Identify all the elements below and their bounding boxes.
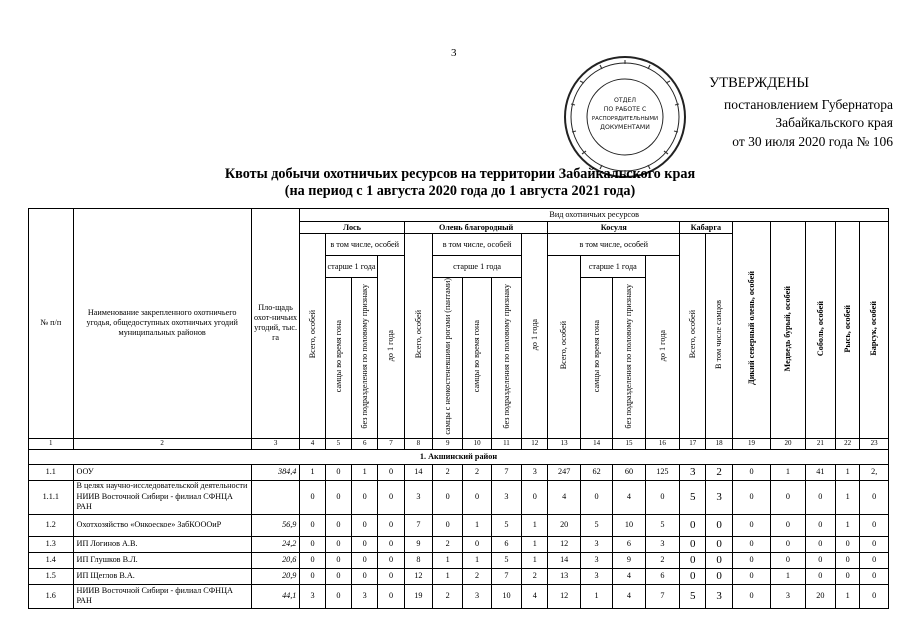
row-number: 1.5 <box>29 568 74 584</box>
quota-cell: 0 <box>805 552 835 568</box>
header-num: № п/п <box>29 209 74 439</box>
quota-cell: 6 <box>613 536 645 552</box>
quota-cell: 2 <box>433 536 463 552</box>
quota-cell: 0 <box>680 514 706 536</box>
quota-cell: 4 <box>613 480 645 514</box>
header-brown-bear: Медведь бурый, особей <box>783 285 793 372</box>
area-value <box>251 480 300 514</box>
stamp-line-2: ПО РАБОТЕ С <box>603 106 647 113</box>
quota-cell: 0 <box>706 552 732 568</box>
quota-cell: 0 <box>706 568 732 584</box>
quota-cell: 5 <box>491 514 521 536</box>
quota-cell: 4 <box>613 584 645 608</box>
quota-cell: 6 <box>645 568 679 584</box>
quota-cell: 0 <box>352 480 378 514</box>
header-elk-males-rut: самцы во время гона <box>333 320 343 393</box>
quota-cell: 0 <box>706 536 732 552</box>
quota-cell: 0 <box>378 552 404 568</box>
hunting-ground-name: ООУ <box>73 464 251 480</box>
header-roe-deer-total: Всего, особей <box>559 321 569 370</box>
quota-cell: 0 <box>836 568 860 584</box>
header-roe-deer-no-sex: без подразделения по половому признаку <box>624 284 634 429</box>
hunting-ground-name: Охотхозяйство «Онкоеское» ЗабКОООиР <box>73 514 251 536</box>
header-elk: Лось <box>300 222 404 234</box>
quota-cell: 5 <box>680 584 706 608</box>
quota-cell: 1 <box>522 514 548 536</box>
hunting-ground-name: ИП Логинов А.В. <box>73 536 251 552</box>
district-row <box>29 449 889 464</box>
header-red-deer-no-sex: без подразделения по половому признаку <box>501 284 511 429</box>
header-elk-older: старше 1 года <box>325 256 378 278</box>
quota-cell: 1 <box>771 568 805 584</box>
header-red-deer-males-rut: самцы во время гона <box>472 320 482 393</box>
quota-cell: 3 <box>580 552 612 568</box>
quota-cell: 2 <box>433 464 463 480</box>
hunting-ground-name: НИИВ Восточной Сибири - филиал СФНЦА РАН <box>73 584 251 608</box>
approval-line-2: Забайкальского края <box>775 115 893 130</box>
header-roe-deer: Косуля <box>548 222 680 234</box>
quota-cell: 0 <box>352 514 378 536</box>
header-roe-deer-older: старше 1 года <box>580 256 645 278</box>
quota-cell: 1 <box>352 464 378 480</box>
header-musk-deer: Кабарга <box>680 222 733 234</box>
quota-cell: 1 <box>580 584 612 608</box>
quota-cell: 0 <box>300 514 325 536</box>
quota-cell: 0 <box>771 480 805 514</box>
quota-cell: 14 <box>404 464 432 480</box>
header-musk-deer-males: В том числе самцов <box>714 299 724 369</box>
header-roe-deer-incl: в том числе, особей <box>548 234 680 256</box>
quota-cell: 8 <box>404 552 432 568</box>
stamp-line-3: РАСПОРЯДИТЕЛЬНЫМИ <box>591 116 659 122</box>
quota-cell: 0 <box>352 536 378 552</box>
column-number: 18 <box>706 438 732 449</box>
quota-cell: 1 <box>836 464 860 480</box>
quota-cell: 0 <box>732 568 770 584</box>
quota-cell: 3 <box>522 464 548 480</box>
quota-cell: 0 <box>300 552 325 568</box>
column-number: 21 <box>805 438 835 449</box>
quota-cell: 1 <box>836 480 860 514</box>
column-number: 13 <box>548 438 580 449</box>
column-number: 16 <box>645 438 679 449</box>
column-number: 1 <box>29 438 74 449</box>
approval-block <box>653 74 893 151</box>
area-value: 384,4 <box>251 464 300 480</box>
quota-cell: 0 <box>706 514 732 536</box>
quota-cell: 1 <box>522 552 548 568</box>
header-name: Наименование закрепленного охотничьего угодья, общедоступных охотничьих угодий муниципальных районов <box>73 209 251 439</box>
header-roe-deer-males-rut: самцы во время гона <box>591 320 601 393</box>
quota-cell: 2 <box>522 568 548 584</box>
quota-cell: 0 <box>325 552 351 568</box>
quota-cell: 0 <box>325 568 351 584</box>
quota-cell: 0 <box>300 480 325 514</box>
quota-cell: 7 <box>491 464 521 480</box>
quota-cell: 0 <box>805 514 835 536</box>
quota-cell: 0 <box>378 568 404 584</box>
quota-cell: 0 <box>680 536 706 552</box>
quota-cell: 0 <box>805 480 835 514</box>
quota-cell: 2 <box>706 464 732 480</box>
column-number: 3 <box>251 438 300 449</box>
quota-cell: 0 <box>805 536 835 552</box>
column-number: 19 <box>732 438 770 449</box>
header-musk-deer-total: Всего, особей <box>688 310 697 359</box>
header-red-deer-incl: в том числе, особей <box>433 234 522 256</box>
row-number: 1.3 <box>29 536 74 552</box>
column-number: 23 <box>860 438 889 449</box>
column-number: 20 <box>771 438 805 449</box>
quota-cell: 7 <box>645 584 679 608</box>
quota-cell: 9 <box>613 552 645 568</box>
header-resource-types: Вид охотничьих ресурсов <box>300 209 889 222</box>
quota-cell: 5 <box>580 514 612 536</box>
quota-cell: 5 <box>680 480 706 514</box>
table-row <box>29 568 889 584</box>
quota-cell: 14 <box>548 552 580 568</box>
header-red-deer: Олень благородный <box>404 222 548 234</box>
quota-cell: 5 <box>645 514 679 536</box>
column-number: 11 <box>491 438 521 449</box>
stamp-line-1: ОТДЕЛ <box>613 97 637 104</box>
quota-cell: 3 <box>680 464 706 480</box>
column-number: 17 <box>680 438 706 449</box>
quota-cell: 12 <box>404 568 432 584</box>
quota-cell: 0 <box>378 584 404 608</box>
quota-cell: 0 <box>325 480 351 514</box>
quota-cell: 2 <box>433 584 463 608</box>
header-area: Пло-щадь охот-ничьих угодий, тыс. га <box>251 209 300 439</box>
quota-cell: 0 <box>325 514 351 536</box>
quota-cell: 3 <box>580 536 612 552</box>
table-row <box>29 480 889 514</box>
title-line-2: (на период с 1 августа 2020 года до 1 августа 2021 года) <box>284 183 636 199</box>
quota-cell: 0 <box>805 568 835 584</box>
quota-table <box>28 208 889 609</box>
quota-cell: 20 <box>805 584 835 608</box>
column-number: 6 <box>352 438 378 449</box>
quota-cell: 0 <box>300 536 325 552</box>
quota-cell: 0 <box>680 568 706 584</box>
quota-cell: 0 <box>860 552 889 568</box>
quota-cell: 10 <box>491 584 521 608</box>
approval-line-3: от 30 июля 2020 года № 106 <box>732 133 893 149</box>
quota-cell: 3 <box>580 568 612 584</box>
quota-cell: 0 <box>860 514 889 536</box>
quota-cell: 1 <box>771 464 805 480</box>
quota-cell: 7 <box>404 514 432 536</box>
stamp-line-4: ДОКУМЕНТАМИ <box>600 124 650 131</box>
quota-cell: 0 <box>378 514 404 536</box>
quota-cell: 0 <box>352 552 378 568</box>
quota-cell: 2, <box>860 464 889 480</box>
quota-cell: 3 <box>404 480 432 514</box>
title-line-1: Квоты добычи охотничьих ресурсов на территории Забайкальского края <box>224 166 696 182</box>
table-row <box>29 514 889 536</box>
hunting-ground-name: В целях научно-исследовательской деятельности НИИВ Восточной Сибири - филиал СФНЦА РАН <box>73 480 251 514</box>
quota-cell: 12 <box>548 536 580 552</box>
district-label: 1. Акшинский район <box>29 449 889 464</box>
column-number: 10 <box>463 438 491 449</box>
header-red-deer-total: Всего, особей <box>413 310 423 359</box>
quota-cell: 0 <box>300 568 325 584</box>
quota-cell: 0 <box>680 552 706 568</box>
quota-cell: 3 <box>491 480 521 514</box>
row-number: 1.6 <box>29 584 74 608</box>
hunting-ground-name: ИП Глушков В.Л. <box>73 552 251 568</box>
row-number: 1.2 <box>29 514 74 536</box>
quota-cell: 0 <box>771 514 805 536</box>
hunting-ground-name: ИП Щеглов В.А. <box>73 568 251 584</box>
column-number: 9 <box>433 438 463 449</box>
quota-cell: 3 <box>771 584 805 608</box>
approval-title: УТВЕРЖДЕНЫ <box>709 75 810 91</box>
area-value: 24,2 <box>251 536 300 552</box>
column-number: 8 <box>404 438 432 449</box>
quota-cell: 3 <box>706 584 732 608</box>
quota-cell: 0 <box>433 480 463 514</box>
quota-cell: 7 <box>491 568 521 584</box>
quota-cell: 1 <box>836 514 860 536</box>
quota-cell: 4 <box>548 480 580 514</box>
area-value: 20,9 <box>251 568 300 584</box>
quota-cell: 0 <box>732 514 770 536</box>
column-number-row <box>29 438 889 449</box>
quota-cell: 1 <box>463 514 491 536</box>
quota-cell: 2 <box>463 464 491 480</box>
quota-cell: 0 <box>378 536 404 552</box>
quota-cell: 0 <box>732 464 770 480</box>
header-red-deer-unossified: самцы с неокостеневшими рогами (пантами) <box>442 278 452 435</box>
quota-cell: 5 <box>491 552 521 568</box>
table-row <box>29 464 889 480</box>
table-row <box>29 552 889 568</box>
quota-cell: 0 <box>771 536 805 552</box>
quota-cell: 0 <box>463 480 491 514</box>
column-number: 15 <box>613 438 645 449</box>
header-elk-no-sex: без подразделения по половому признаку <box>359 284 369 429</box>
quota-cell: 4 <box>522 584 548 608</box>
quota-cell: 62 <box>580 464 612 480</box>
quota-cell: 1 <box>300 464 325 480</box>
quota-cell: 0 <box>522 480 548 514</box>
quota-cell: 3 <box>706 480 732 514</box>
quota-cell: 0 <box>836 536 860 552</box>
column-number: 12 <box>522 438 548 449</box>
quota-cell: 13 <box>548 568 580 584</box>
quota-cell: 0 <box>732 536 770 552</box>
header-elk-total: Всего, особей <box>307 310 317 359</box>
area-value: 20,6 <box>251 552 300 568</box>
quota-cell: 0 <box>378 464 404 480</box>
header-roe-deer-under-1y: до 1 года <box>657 329 667 361</box>
quota-cell: 0 <box>580 480 612 514</box>
document-title <box>150 166 770 200</box>
table-row <box>29 536 889 552</box>
quota-cell: 3 <box>300 584 325 608</box>
quota-cell: 0 <box>463 536 491 552</box>
column-number: 4 <box>300 438 325 449</box>
column-number: 5 <box>325 438 351 449</box>
quota-cell: 0 <box>771 552 805 568</box>
quota-cell: 1 <box>463 552 491 568</box>
quota-cell: 12 <box>548 584 580 608</box>
area-value: 44,1 <box>251 584 300 608</box>
quota-cell: 10 <box>613 514 645 536</box>
quota-cell: 1 <box>433 568 463 584</box>
quota-cell: 0 <box>325 464 351 480</box>
row-number: 1.4 <box>29 552 74 568</box>
quota-cell: 247 <box>548 464 580 480</box>
page-number: 3 <box>451 47 457 59</box>
quota-cell: 0 <box>860 480 889 514</box>
quota-cell: 0 <box>325 536 351 552</box>
column-number: 22 <box>836 438 860 449</box>
quota-cell: 2 <box>645 552 679 568</box>
header-red-deer-older: старше 1 года <box>433 256 522 278</box>
quota-cell: 41 <box>805 464 835 480</box>
header-elk-under-1y: до 1 года <box>386 329 396 361</box>
quota-cell: 0 <box>732 480 770 514</box>
area-value: 56,9 <box>251 514 300 536</box>
column-number: 2 <box>73 438 251 449</box>
table-row <box>29 584 889 608</box>
header-badger: Барсук, особей <box>869 301 879 356</box>
quota-cell: 6 <box>491 536 521 552</box>
header-sable: Соболь, особей <box>815 300 825 356</box>
quota-cell: 3 <box>352 584 378 608</box>
quota-cell: 20 <box>548 514 580 536</box>
quota-cell: 0 <box>732 584 770 608</box>
header-elk-incl: в том числе, особей <box>325 234 404 256</box>
column-number: 7 <box>378 438 404 449</box>
quota-cell: 0 <box>860 536 889 552</box>
quota-cell: 1 <box>836 584 860 608</box>
quota-cell: 0 <box>325 584 351 608</box>
quota-cell: 0 <box>645 480 679 514</box>
quota-cell: 2 <box>463 568 491 584</box>
column-number: 14 <box>580 438 612 449</box>
quota-cell: 4 <box>613 568 645 584</box>
quota-cell: 9 <box>404 536 432 552</box>
quota-cell: 0 <box>732 552 770 568</box>
quota-cell: 3 <box>645 536 679 552</box>
quota-cell: 0 <box>352 568 378 584</box>
quota-cell: 19 <box>404 584 432 608</box>
header-wild-reindeer: Дикий северный олень, особей <box>746 271 756 386</box>
approval-line-1: постановлением Губернатора <box>724 96 893 112</box>
quota-cell: 1 <box>522 536 548 552</box>
row-number: 1.1.1 <box>29 480 74 514</box>
header-red-deer-under-1y: до 1 года <box>530 318 540 350</box>
quota-cell: 125 <box>645 464 679 480</box>
quota-cell: 1 <box>433 552 463 568</box>
header-lynx: Рысь, особей <box>842 304 852 353</box>
row-number: 1.1 <box>29 464 74 480</box>
quota-cell: 0 <box>378 480 404 514</box>
quota-cell: 60 <box>613 464 645 480</box>
quota-cell: 3 <box>463 584 491 608</box>
quota-cell: 0 <box>433 514 463 536</box>
quota-cell: 0 <box>836 552 860 568</box>
quota-cell: 0 <box>860 584 889 608</box>
quota-cell: 0 <box>860 568 889 584</box>
